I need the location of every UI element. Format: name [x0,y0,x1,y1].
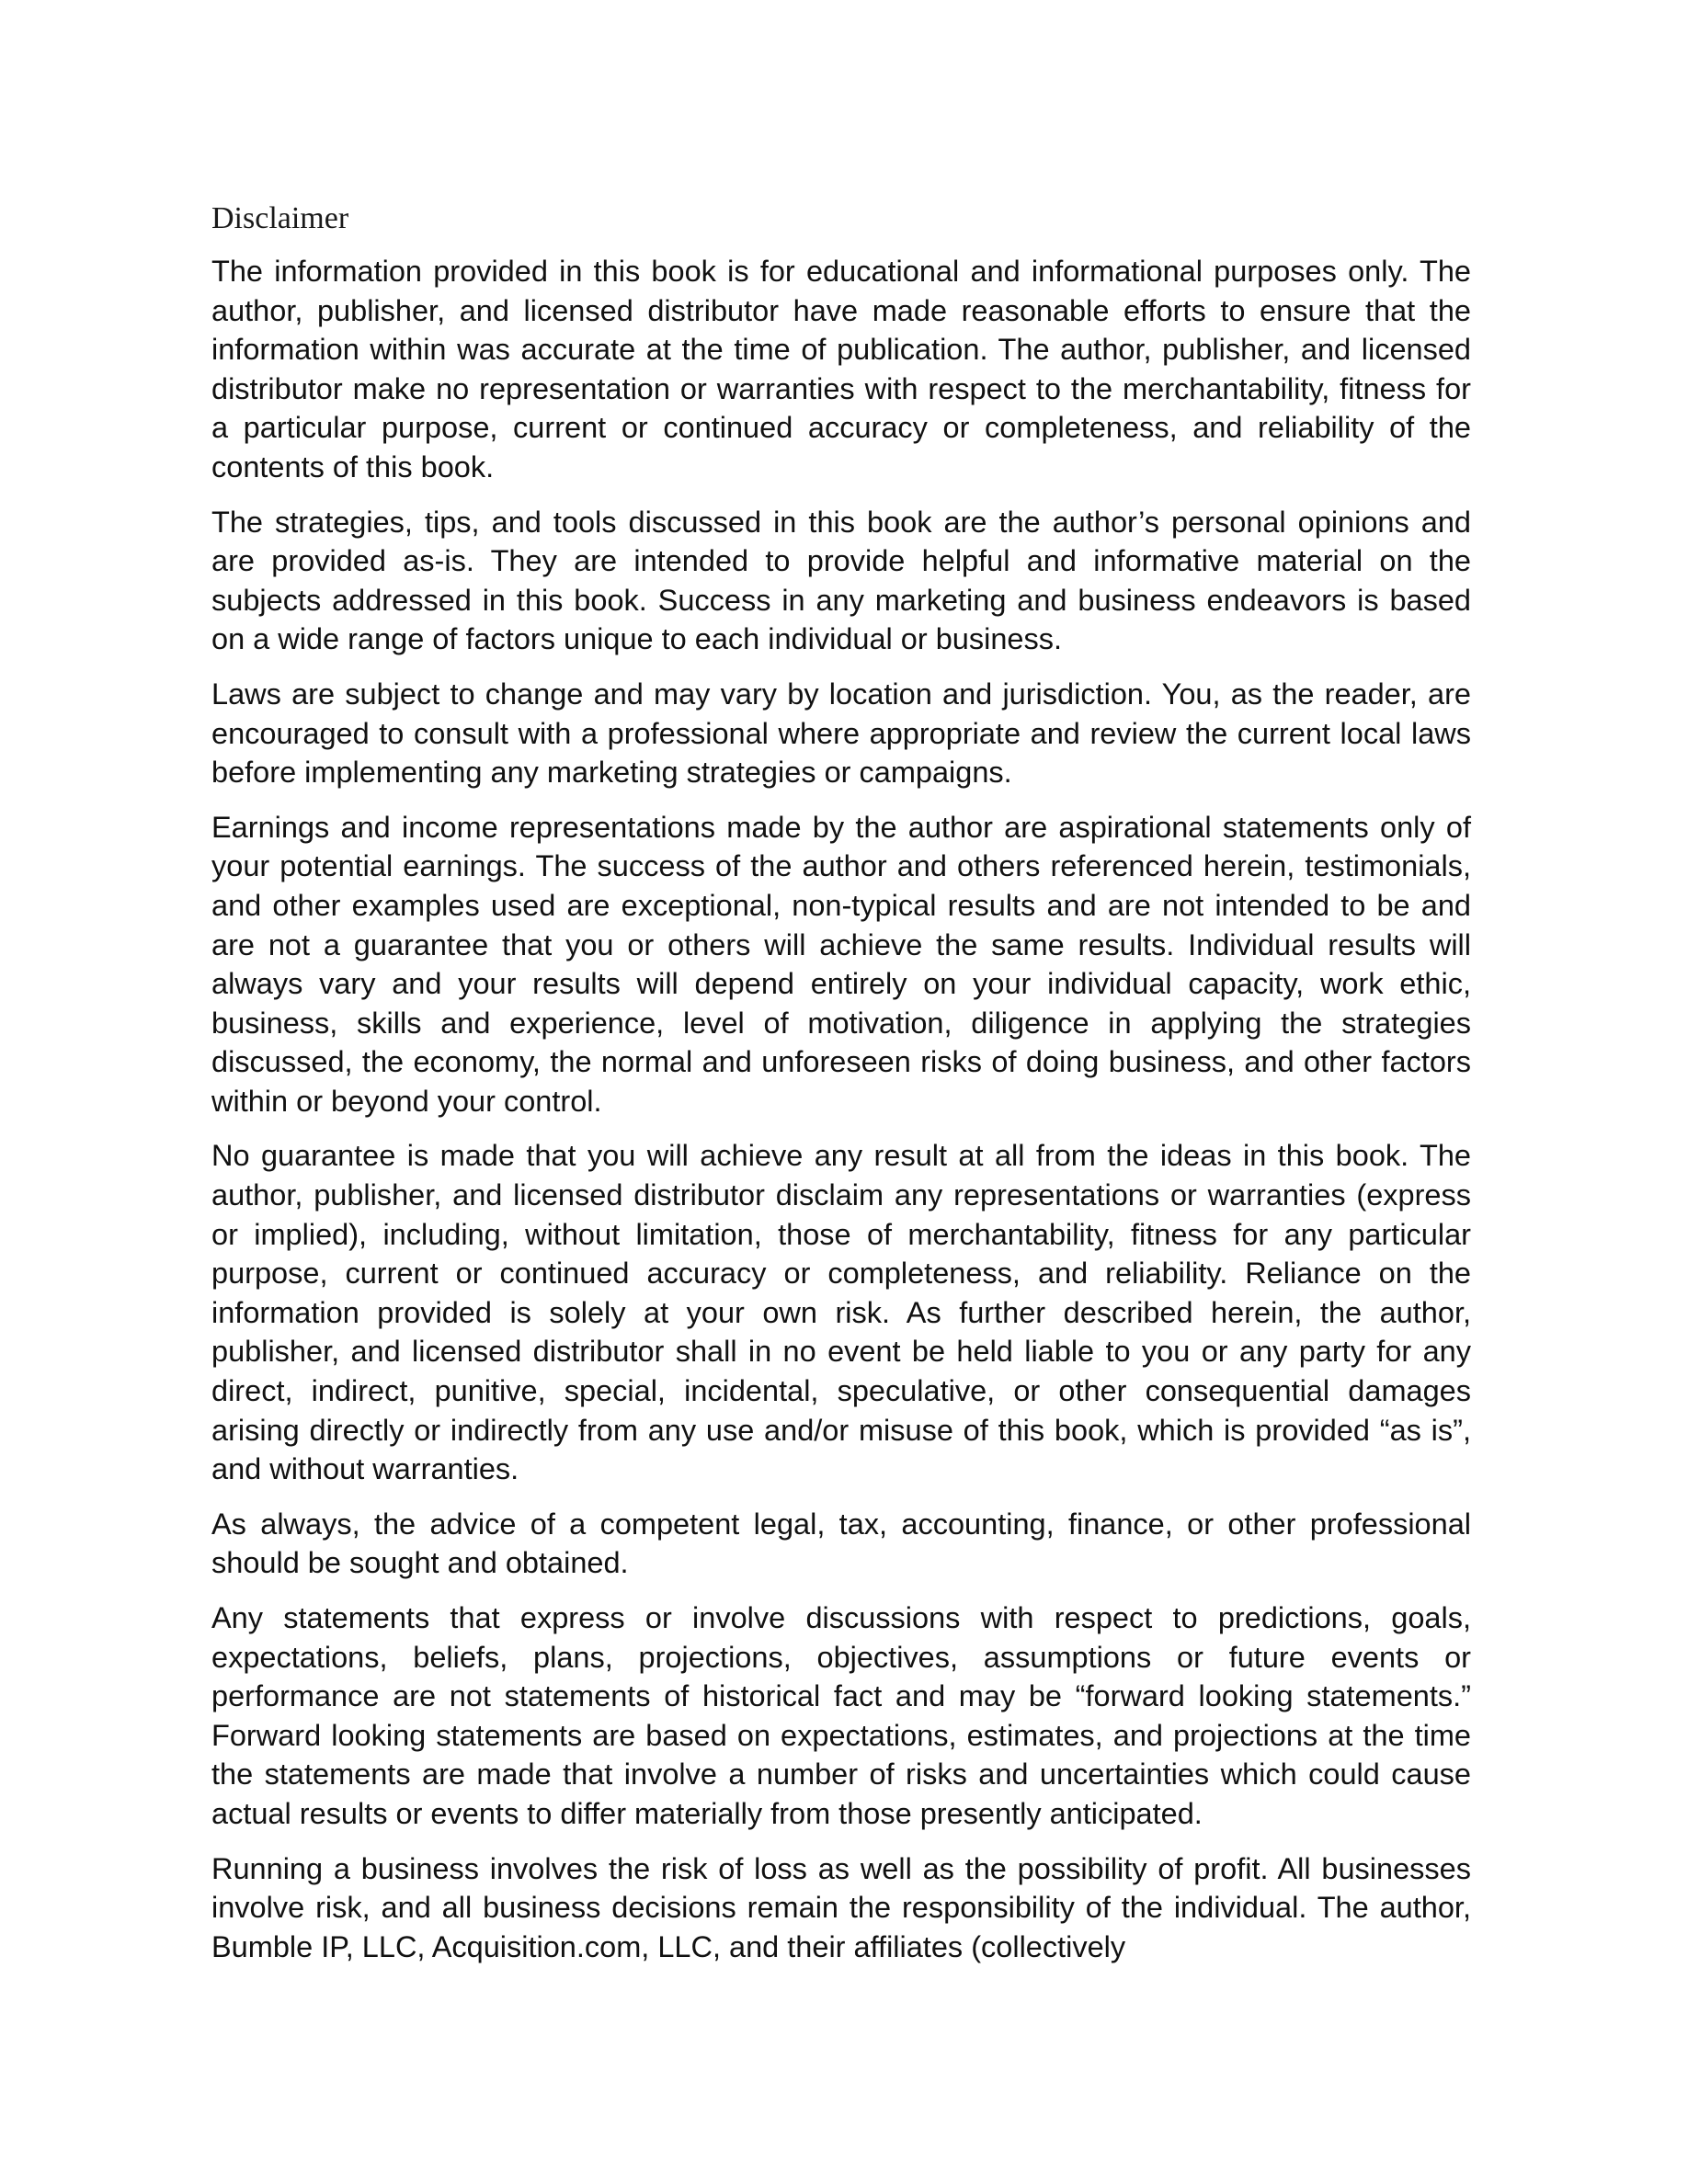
page-content [211,193,1471,1982]
paragraph-business-risk: Running a business involves the risk of loss as well as the possibility of profit. All businesses involve risk, and all business decisions remain the responsibility of the individual. The author, Bumble IP, LLC, Acquisition.com, LLC, and their affiliates (collectively [211,1851,1471,1963]
paragraph-personal-opinions: The strategies, tips, and tools discussed in this book are the author’s personal opinions and are provided as-is. They are intended to provide helpful and informative material on the subjects addressed in this book. Success in any marketing and business endeavors is based on a wide range of factors unique to each individual or business. [211,505,1471,656]
paragraph-forward-looking: Any statements that express or involve discussions with respect to predictions, goals, expectations, beliefs, plans, projections, objectives, assumptions or future events or performance are not statements of historical fact and may be “forward looking statements.” Forward looking statements are based on expectations, estimates, and projections at the time the statements are made that involve a number of risks and uncertainties which could cause actual results or events to differ materially from those presently anticipated. [211,1601,1471,1830]
paragraph-professional-advice: As always, the advice of a competent legal, tax, accounting, finance, or other professional should be sought and obtained. [211,1507,1471,1580]
paragraph-earnings: Earnings and income representations made by the author are aspirational statements only of your potential earnings. The success of the author and others referenced herein, testimonials, and other examples used are exceptional, non-typical results and are not intended to be and are not a guarantee that you or others will achieve the same results. Individual results will always vary and your results will depend entirely on your individual capacity, work ethic, business, skills and experience, level of motivation, diligence in applying the strategies discussed, the economy, the normal and unforeseen risks of doing business, and other factors within or beyond your control. [211,810,1471,1118]
page-title: Disclaimer [211,201,349,235]
paragraph-no-guarantee: No guarantee is made that you will achieve any result at all from the ideas in this book. The author, publisher, and licensed distributor disclaim any representations or warranties (express or implied), including, without limitation, those of merchantability, fitness for any particular purpose, current or continued accuracy or completeness, and reliability. Reliance on the information provided is solely at your own risk. As further described herein, the author, publisher, and licensed distributor shall in no event be held liable to you or any party for any direct, indirect, punitive, special, incidental, speculative, or other consequential damages arising directly or indirectly from any use and/or misuse of this book, which is provided “as is”, and without warranties. [211,1139,1471,1486]
paragraph-educational-purpose: The information provided in this book is for educational and informational purposes only. The author, publisher, and licensed distributor have made reasonable efforts to ensure that the information within was accurate at the time of publication. The author, publisher, and licensed distributor make no representation or warranties with respect to the merchantability, fitness for a particular purpose, current or continued accuracy or completeness, and reliability of the contents of this book. [211,255,1471,483]
paragraph-laws: Laws are subject to change and may vary by location and jurisdiction. You, as the reader, are encouraged to consult with a professional where appropriate and review the current local laws before implementing any marketing strategies or campaigns. [211,677,1471,790]
